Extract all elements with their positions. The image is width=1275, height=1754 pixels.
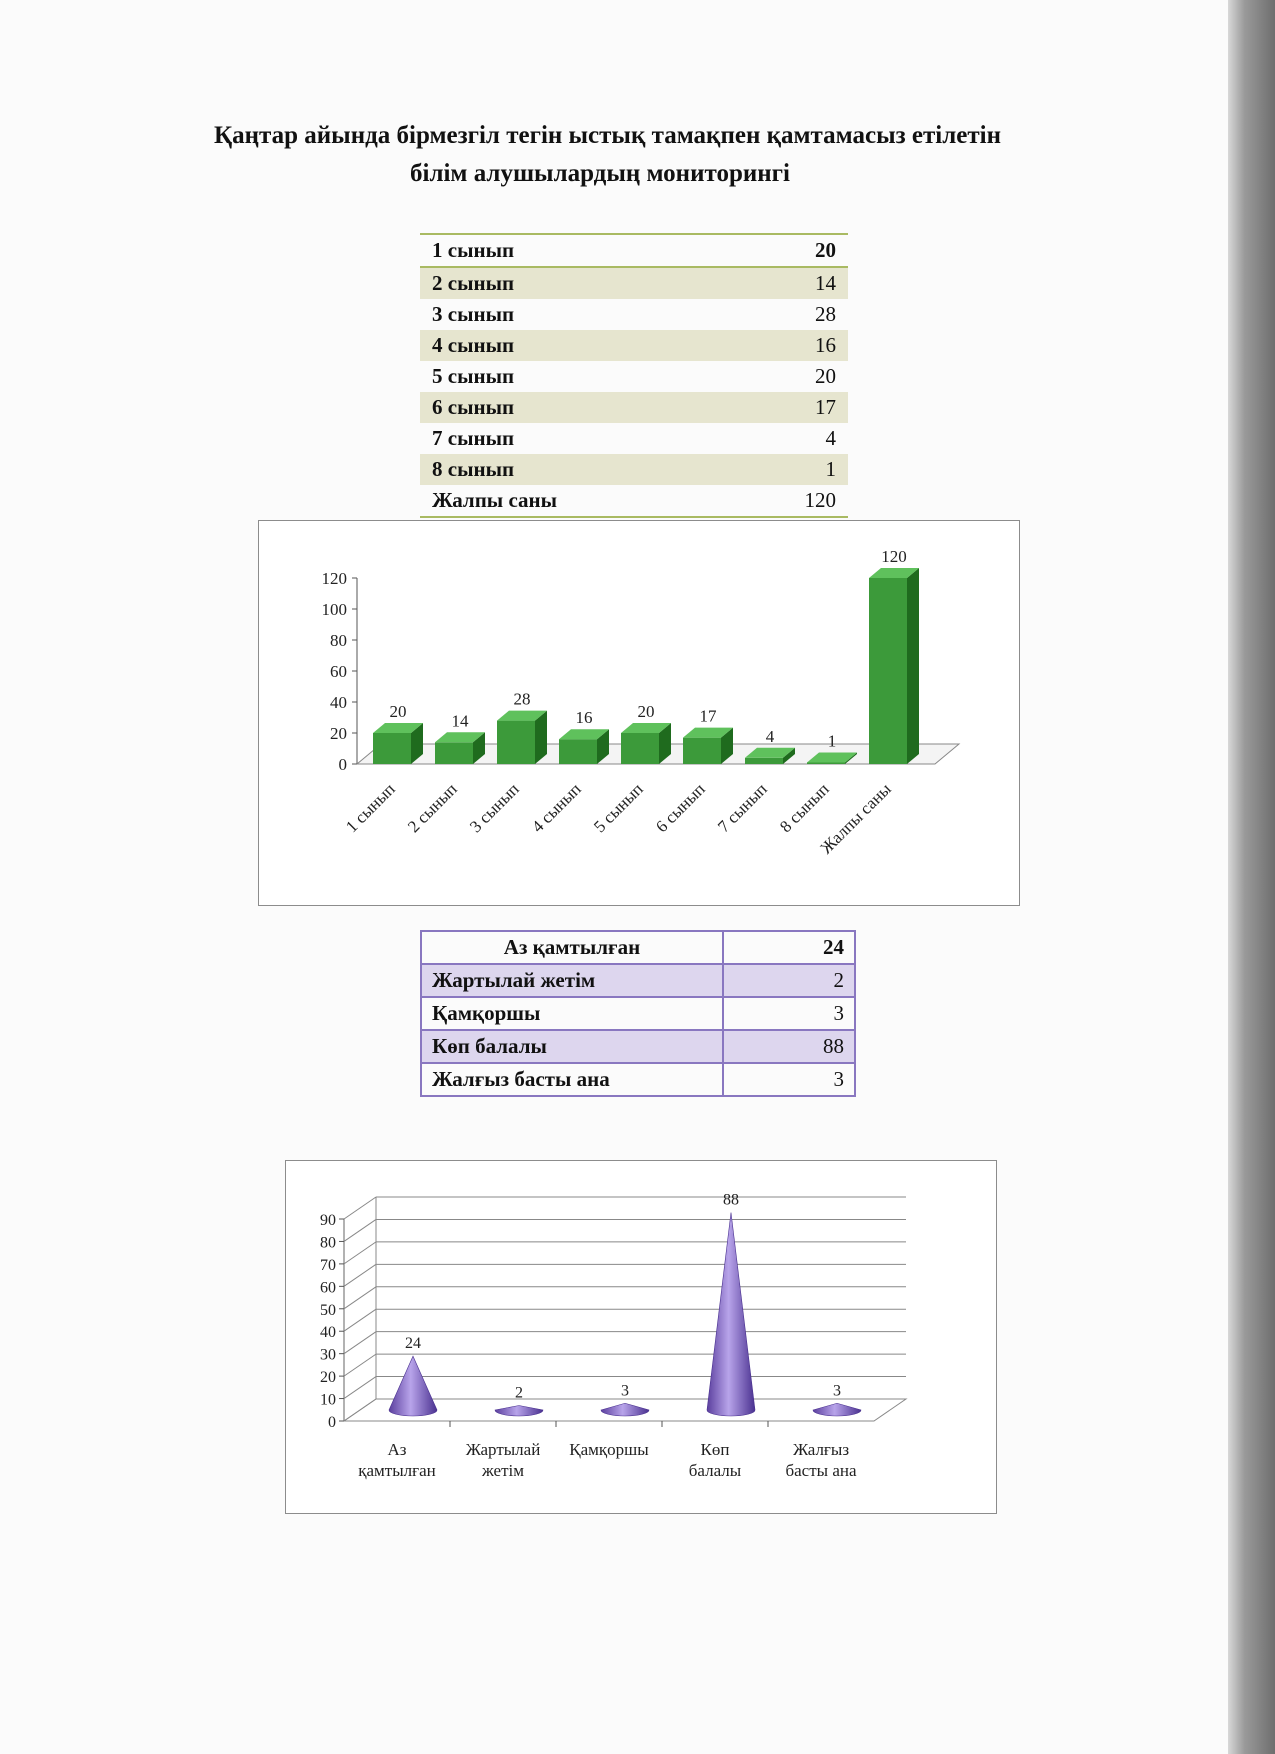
- category-label: [466, 1440, 541, 1480]
- table-row: [420, 361, 848, 392]
- gridline-side: [344, 1264, 376, 1286]
- data-label: 20: [389, 702, 407, 721]
- row-label: 7 сынып: [432, 426, 515, 450]
- row-value: 4: [825, 426, 836, 450]
- category-label-line: Қамқоршы: [569, 1440, 649, 1459]
- table-row: [421, 1063, 855, 1096]
- row-value: 2: [723, 964, 855, 997]
- category-label-line: Көп: [700, 1440, 730, 1459]
- data-label: 14: [451, 711, 469, 731]
- table-row: [420, 392, 848, 423]
- y-tick-label: 60: [320, 1279, 336, 1297]
- y-tick-label: 0: [338, 755, 347, 774]
- bar: [745, 758, 783, 764]
- bar: [373, 733, 411, 764]
- y-tick-label: 50: [320, 1301, 336, 1319]
- category-label-line: Жартылай: [465, 1440, 541, 1459]
- row-label: 5 сынып: [432, 364, 515, 388]
- row-label: 8 сынып: [420, 454, 732, 485]
- scan-background-edge: [1228, 0, 1275, 1754]
- y-tick-label: 30: [320, 1346, 336, 1364]
- cone: [601, 1403, 649, 1416]
- row-value: 120: [804, 488, 836, 512]
- gridline-side: [344, 1309, 376, 1331]
- table-row: [420, 299, 848, 330]
- bar: [559, 739, 597, 764]
- bar-side: [907, 568, 919, 764]
- cone: [389, 1356, 437, 1416]
- category-label: [785, 1440, 856, 1480]
- data-label: 20: [637, 702, 655, 721]
- page-title-line-1: Қаңтар айында бірмезгіл тегін ыстық тамақпен қамтамасыз етілетін: [214, 122, 1001, 149]
- table-row: [420, 234, 848, 267]
- gridline-side: [344, 1354, 376, 1376]
- category-cone-chart-svg: [286, 1161, 996, 1513]
- bar: [435, 742, 473, 764]
- row-label: 4 сынып: [420, 330, 732, 361]
- y-tick-label: 0: [328, 1414, 336, 1431]
- cone: [707, 1212, 755, 1416]
- table-row: [421, 964, 855, 997]
- class-bar-chart-svg: [259, 521, 1019, 905]
- row-value: 3: [723, 1063, 855, 1096]
- category-label-line: Аз: [387, 1440, 407, 1459]
- gridline-side: [344, 1242, 376, 1264]
- data-label: 24: [405, 1335, 421, 1353]
- gridline-side: [344, 1399, 376, 1421]
- category-label-line: балалы: [688, 1461, 742, 1480]
- row-label: 3 сынып: [432, 302, 515, 326]
- table-row: [420, 267, 848, 299]
- y-tick-label: 120: [321, 569, 347, 588]
- category-label: [569, 1440, 649, 1459]
- table-row: [421, 1030, 855, 1063]
- y-tick-label: 40: [320, 1324, 336, 1342]
- data-label: 17: [699, 706, 717, 726]
- y-tick-label: 100: [321, 600, 347, 619]
- row-value: 88: [723, 1030, 855, 1063]
- data-label: 120: [881, 547, 907, 566]
- gridline-side: [344, 1219, 376, 1241]
- y-tick-label: 90: [320, 1212, 336, 1229]
- row-label: Аз қамтылған: [421, 931, 723, 964]
- category-label: 7 сынып: [714, 779, 771, 837]
- gridline-side: [344, 1332, 376, 1354]
- data-label: 4: [765, 726, 775, 746]
- row-label: 2 сынып: [420, 267, 732, 299]
- data-label: 3: [833, 1382, 841, 1400]
- y-tick-label: 10: [320, 1391, 336, 1409]
- class-bar-chart: [258, 520, 1020, 906]
- y-tick-label: 70: [320, 1256, 336, 1274]
- data-label: 3: [621, 1382, 629, 1400]
- gridline-side: [344, 1197, 376, 1219]
- y-tick-label: 20: [330, 724, 347, 743]
- row-value: 1: [732, 454, 848, 485]
- table-row: [420, 423, 848, 454]
- data-label: 88: [723, 1191, 739, 1209]
- data-label: 28: [513, 689, 531, 709]
- y-tick-label: 20: [320, 1369, 336, 1387]
- bar: [807, 762, 845, 764]
- data-label: 2: [515, 1384, 523, 1402]
- y-tick-label: 80: [320, 1234, 336, 1252]
- row-value: 28: [815, 302, 836, 326]
- category-label-line: қамтылған: [358, 1461, 436, 1480]
- row-value: 17: [732, 392, 848, 423]
- row-label: Қамқоршы: [421, 997, 723, 1030]
- bar: [497, 721, 535, 764]
- cone: [813, 1403, 861, 1416]
- table-row: [420, 330, 848, 361]
- gridline-side: [344, 1377, 376, 1399]
- category-table: [420, 930, 856, 1097]
- row-value: 16: [732, 330, 848, 361]
- data-label: 1: [827, 731, 837, 751]
- row-value: 24: [723, 931, 855, 964]
- table-row: [421, 997, 855, 1030]
- category-cone-chart: [285, 1160, 997, 1514]
- table-row: [421, 931, 855, 964]
- category-label-line: басты ана: [785, 1461, 857, 1480]
- data-label: 16: [575, 708, 593, 728]
- category-label: [358, 1440, 436, 1480]
- cone: [495, 1406, 543, 1416]
- row-value: 20: [815, 364, 836, 388]
- category-label: 3 сынып: [466, 779, 523, 837]
- row-label: Жалғыз басты ана: [421, 1063, 723, 1096]
- category-label: 5 сынып: [590, 779, 647, 837]
- bar: [621, 733, 659, 764]
- category-label: 6 сынып: [652, 779, 709, 837]
- category-label-line: жетім: [482, 1461, 524, 1480]
- bar: [869, 578, 907, 764]
- row-value: 14: [732, 267, 848, 299]
- table-row: [420, 454, 848, 485]
- row-value: 3: [723, 997, 855, 1030]
- row-label: Жартылай жетім: [421, 964, 723, 997]
- category-label: 4 сынып: [528, 779, 585, 837]
- page-title-line-2: білім алушылардың мониторингі: [410, 160, 790, 187]
- category-label: [689, 1440, 742, 1480]
- y-tick-label: 40: [330, 693, 347, 712]
- category-label: 8 сынып: [776, 779, 833, 837]
- row-label: Жалпы саны: [432, 488, 558, 512]
- row-label: 6 сынып: [420, 392, 732, 423]
- y-tick-label: 60: [330, 662, 347, 681]
- bar: [683, 738, 721, 764]
- category-label: Жалпы саны: [816, 779, 895, 858]
- category-label: 1 сынып: [342, 779, 399, 837]
- row-label: Көп балалы: [421, 1030, 723, 1063]
- row-value: 20: [732, 234, 848, 267]
- category-label: 2 сынып: [404, 779, 461, 837]
- category-label-line: Жалғыз: [792, 1440, 850, 1459]
- class-count-table: [420, 233, 848, 518]
- table-row: [420, 485, 848, 517]
- row-label: 1 сынып: [420, 234, 732, 267]
- y-tick-label: 80: [330, 631, 347, 650]
- gridline-side: [344, 1287, 376, 1309]
